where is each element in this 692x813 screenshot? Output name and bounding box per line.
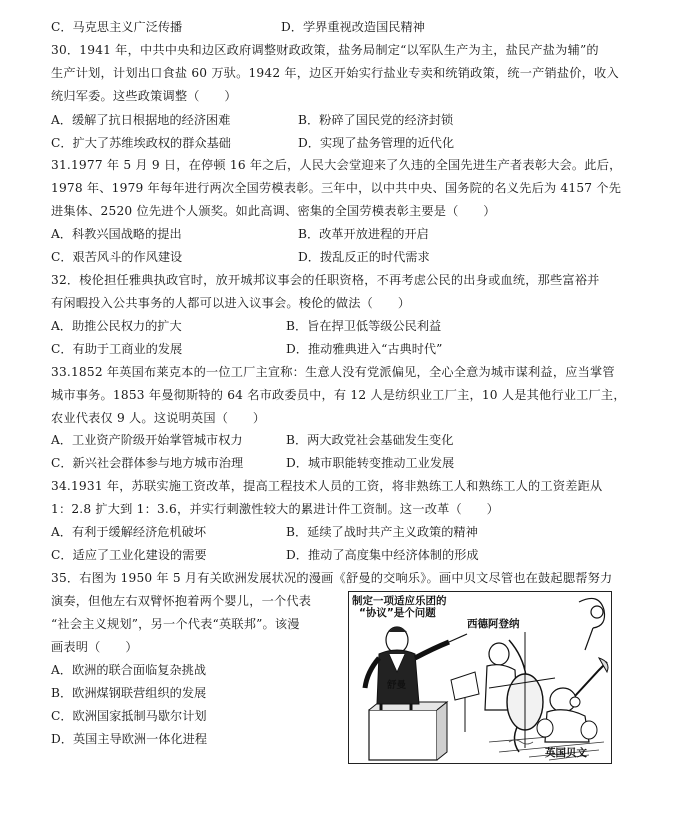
cartoon-caption-line1: 制定一项适应乐团的	[352, 595, 447, 607]
q32-option-b: B．旨在捍卫低等级公民利益	[286, 319, 442, 333]
q33-stem-line: 33.1852 年英国布莱克本的一位工厂主宣称：生意人没有党派偏见，全心全意为城市谋利益，应当掌管	[51, 365, 615, 379]
q33-option-c: C．新兴社会群体参与地方城市治理	[51, 456, 244, 470]
q35-option-b: B．欧洲煤钢联营组织的发展	[51, 686, 207, 700]
conductor-figure	[365, 627, 467, 710]
q31-stem-line: 1978 年、1979 年每年进行两次全国劳模表彰。三年中，以中共中央、国务院的名义先后为 4157 个先	[51, 181, 622, 195]
q31-option-d: D．拨乱反正的时代需求	[298, 250, 430, 264]
q30-option-a: A．缓解了抗日根据地的经济困难	[51, 113, 231, 127]
q33-stem-line: 城市事务。1853 年曼彻斯特的 64 名市政委员中，有 12 人是纺织业工厂主，10 人是其他行业工厂主，	[51, 388, 626, 402]
q34-option-b: B．延续了战时共产主义政策的精神	[286, 525, 478, 539]
q35-stem-line: 演奏，但他左右双臂怀抱着两个婴儿，一个代表	[51, 594, 312, 608]
q32-option-d: D．推动雅典进入“古典时代”	[286, 342, 443, 356]
q30-option-b: B．粉碎了国民党的经济封锁	[298, 113, 454, 127]
q32-stem-line: 32．梭伦担任雅典执政官时，放开城邦议事会的任职资格，不再考虑公民的出身或血统，那些富裕并	[51, 273, 600, 287]
q33-option-a: A．工业资产阶级开始掌管城市权力	[51, 433, 243, 447]
q29-option-c: C．马克思主义广泛传播	[51, 20, 183, 34]
q34-option-a: A．有利于缓解经济危机破坏	[51, 525, 207, 539]
label-schuman: 舒曼	[387, 680, 407, 691]
q31-stem-line: 31.1977 年 5 月 9 日，在停顿 16 年之后，人民大会堂迎来了久违的全国先进生产者表彰大会。此后，	[51, 158, 622, 172]
q32-option-c: C．有助于工商业的发展	[51, 342, 183, 356]
q33-option-d: D．城市职能转变推动工业发展	[286, 456, 455, 470]
q34-option-d: D．推动了高度集中经济体制的形成	[286, 548, 479, 562]
q31-option-a: A．科教兴国战略的提出	[51, 227, 182, 241]
q35-option-a: A．欧洲的联合面临复杂挑战	[51, 663, 207, 677]
q30-option-c: C．扩大了苏维埃政权的群众基础	[51, 136, 231, 150]
q35-stem-line: “社会主义规划”，另一个代表“英联邦”。该漫	[51, 617, 300, 631]
q31-option-c: C．艰苦风斗的作风建设	[51, 250, 183, 264]
q35-stem-line: 35．右图为 1950 年 5 月有关欧洲发展状况的漫画《舒曼的交响乐》。画中贝文尽管也在鼓起腮帮努力	[51, 571, 613, 585]
label-adenauer: 西德阿登纳	[467, 618, 520, 630]
podium	[369, 710, 437, 760]
brass-instrument	[579, 598, 605, 650]
schuman-symphony-cartoon	[348, 591, 612, 764]
q33-option-b: B．两大政党社会基础发生变化	[286, 433, 454, 447]
q34-option-c: C．适应了工业化建设的需要	[51, 548, 207, 562]
bevin-figure	[537, 658, 608, 742]
q32-stem-line: 有闲暇投入公共事务的人都可以进入议事会。梭伦的做法（ ）	[51, 296, 411, 310]
q29-option-d: D．学界重视改造国民精神	[281, 20, 425, 34]
q31-option-b: B．改革开放进程的开启	[298, 227, 429, 241]
label-bevin: 英国贝文	[545, 747, 587, 759]
q35-option-c: C．欧洲国家抵制马歇尔计划	[51, 709, 207, 723]
q32-option-a: A．助推公民权力的扩大	[51, 319, 182, 333]
q31-stem-line: 进集体、2520 位先进个人颁奖。如此高调、密集的全国劳模表彰主要是（ ）	[51, 204, 496, 218]
cartoon-caption-line2: “协议”是个问题	[359, 607, 436, 619]
q34-stem-line: 1：2.8 扩大到 1：3.6，并实行刺激性较大的累进计件工资制。这一改革（ ）	[51, 502, 500, 516]
q35-stem-line: 画表明（ ）	[51, 640, 138, 654]
q33-stem-line: 农业代表仅 9 人。这说明英国（ ）	[51, 411, 266, 425]
q35-option-d: D．英国主导欧洲一体化进程	[51, 732, 208, 746]
q30-stem-line: 统归军委。这些政策调整（ ）	[51, 89, 237, 103]
q34-stem-line: 34.1931 年，苏联实施工资改革，提高工程技术人员的工资，将非熟练工人和熟练工人的工资差距从	[51, 479, 603, 493]
q30-stem-line: 30．1941 年，中共中央和边区政府调整财政政策，盐务局制定“以军队生产为主，盐民产盐为辅”的	[51, 43, 599, 57]
q30-option-d: D．实现了盐务管理的近代化	[298, 136, 455, 150]
q30-stem-line: 生产计划，计划出口食盐 60 万驮。1942 年，边区开始实行盐业专卖和统销政策，统一产销盐价，收入	[51, 66, 619, 80]
